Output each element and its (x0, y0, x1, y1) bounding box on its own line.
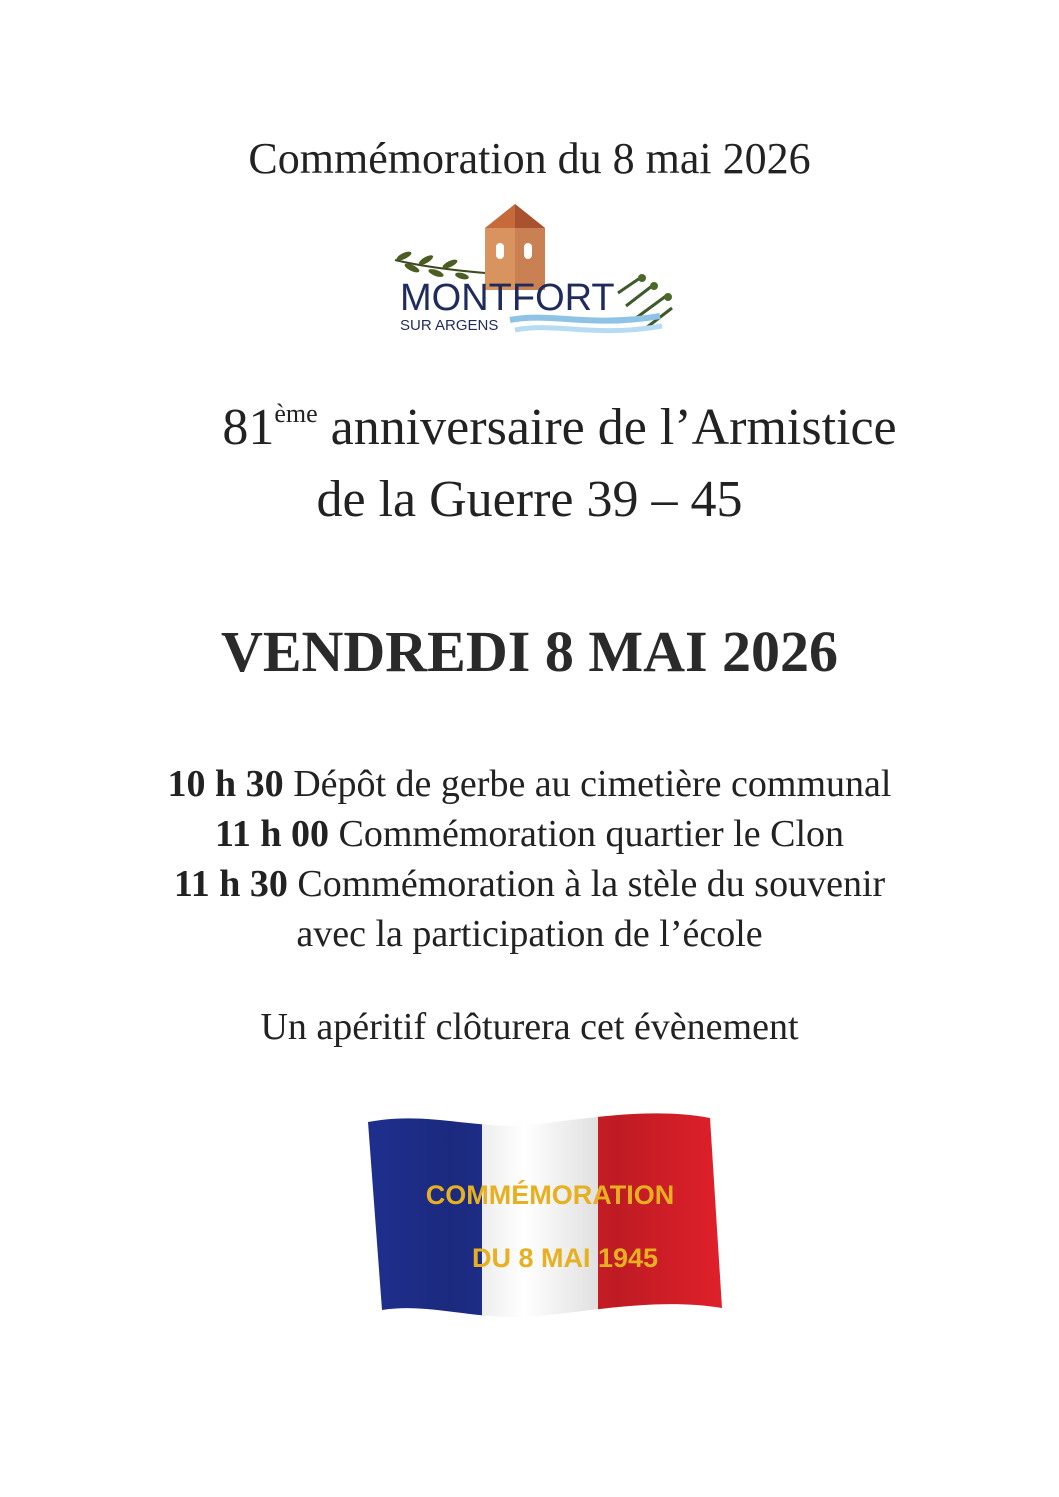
logo-subname: SUR ARGENS (400, 317, 499, 334)
french-flag-icon (360, 1110, 725, 1325)
schedule-text: Dépôt de gerbe au cimetière communal (283, 763, 892, 805)
poster-header-title: Commémoration du 8 mai 2026 (248, 134, 811, 183)
schedule-item (0, 862, 1059, 906)
anniversary-line-1 (30, 398, 1059, 457)
schedule-text: Commémoration quartier le Clon (329, 813, 845, 855)
logo-name: MONTFORT (400, 277, 615, 319)
schedule-item (0, 812, 1059, 856)
closing-note: Un apéritif clôturera cet évènement (260, 1006, 799, 1048)
anniversary-line-1-rest: anniversaire de l’Armistice (317, 399, 897, 456)
schedule-time: 11 h 00 (214, 813, 330, 855)
schedule-time: 11 h 30 (173, 863, 288, 905)
anniversary-ordinal-number: 81 (222, 399, 275, 456)
anniversary-line-2: de la Guerre 39 – 45 (316, 471, 743, 528)
flag-text-line-2: DU 8 MAI 1945 (471, 1243, 659, 1273)
montfort-logo (390, 198, 680, 340)
schedule-item (0, 762, 1059, 806)
schedule-item-continuation (0, 912, 1059, 956)
event-date-heading: VENDREDI 8 MAI 2026 (220, 619, 839, 684)
anniversary-ordinal-suffix: ème (274, 399, 318, 428)
schedule-text: Commémoration à la stèle du souvenir (287, 863, 886, 905)
flag-text-line-1: COMMÉMORATION (425, 1180, 675, 1210)
schedule-text: avec la participation de l’école (296, 913, 763, 955)
schedule-time: 10 h 30 (167, 763, 284, 805)
